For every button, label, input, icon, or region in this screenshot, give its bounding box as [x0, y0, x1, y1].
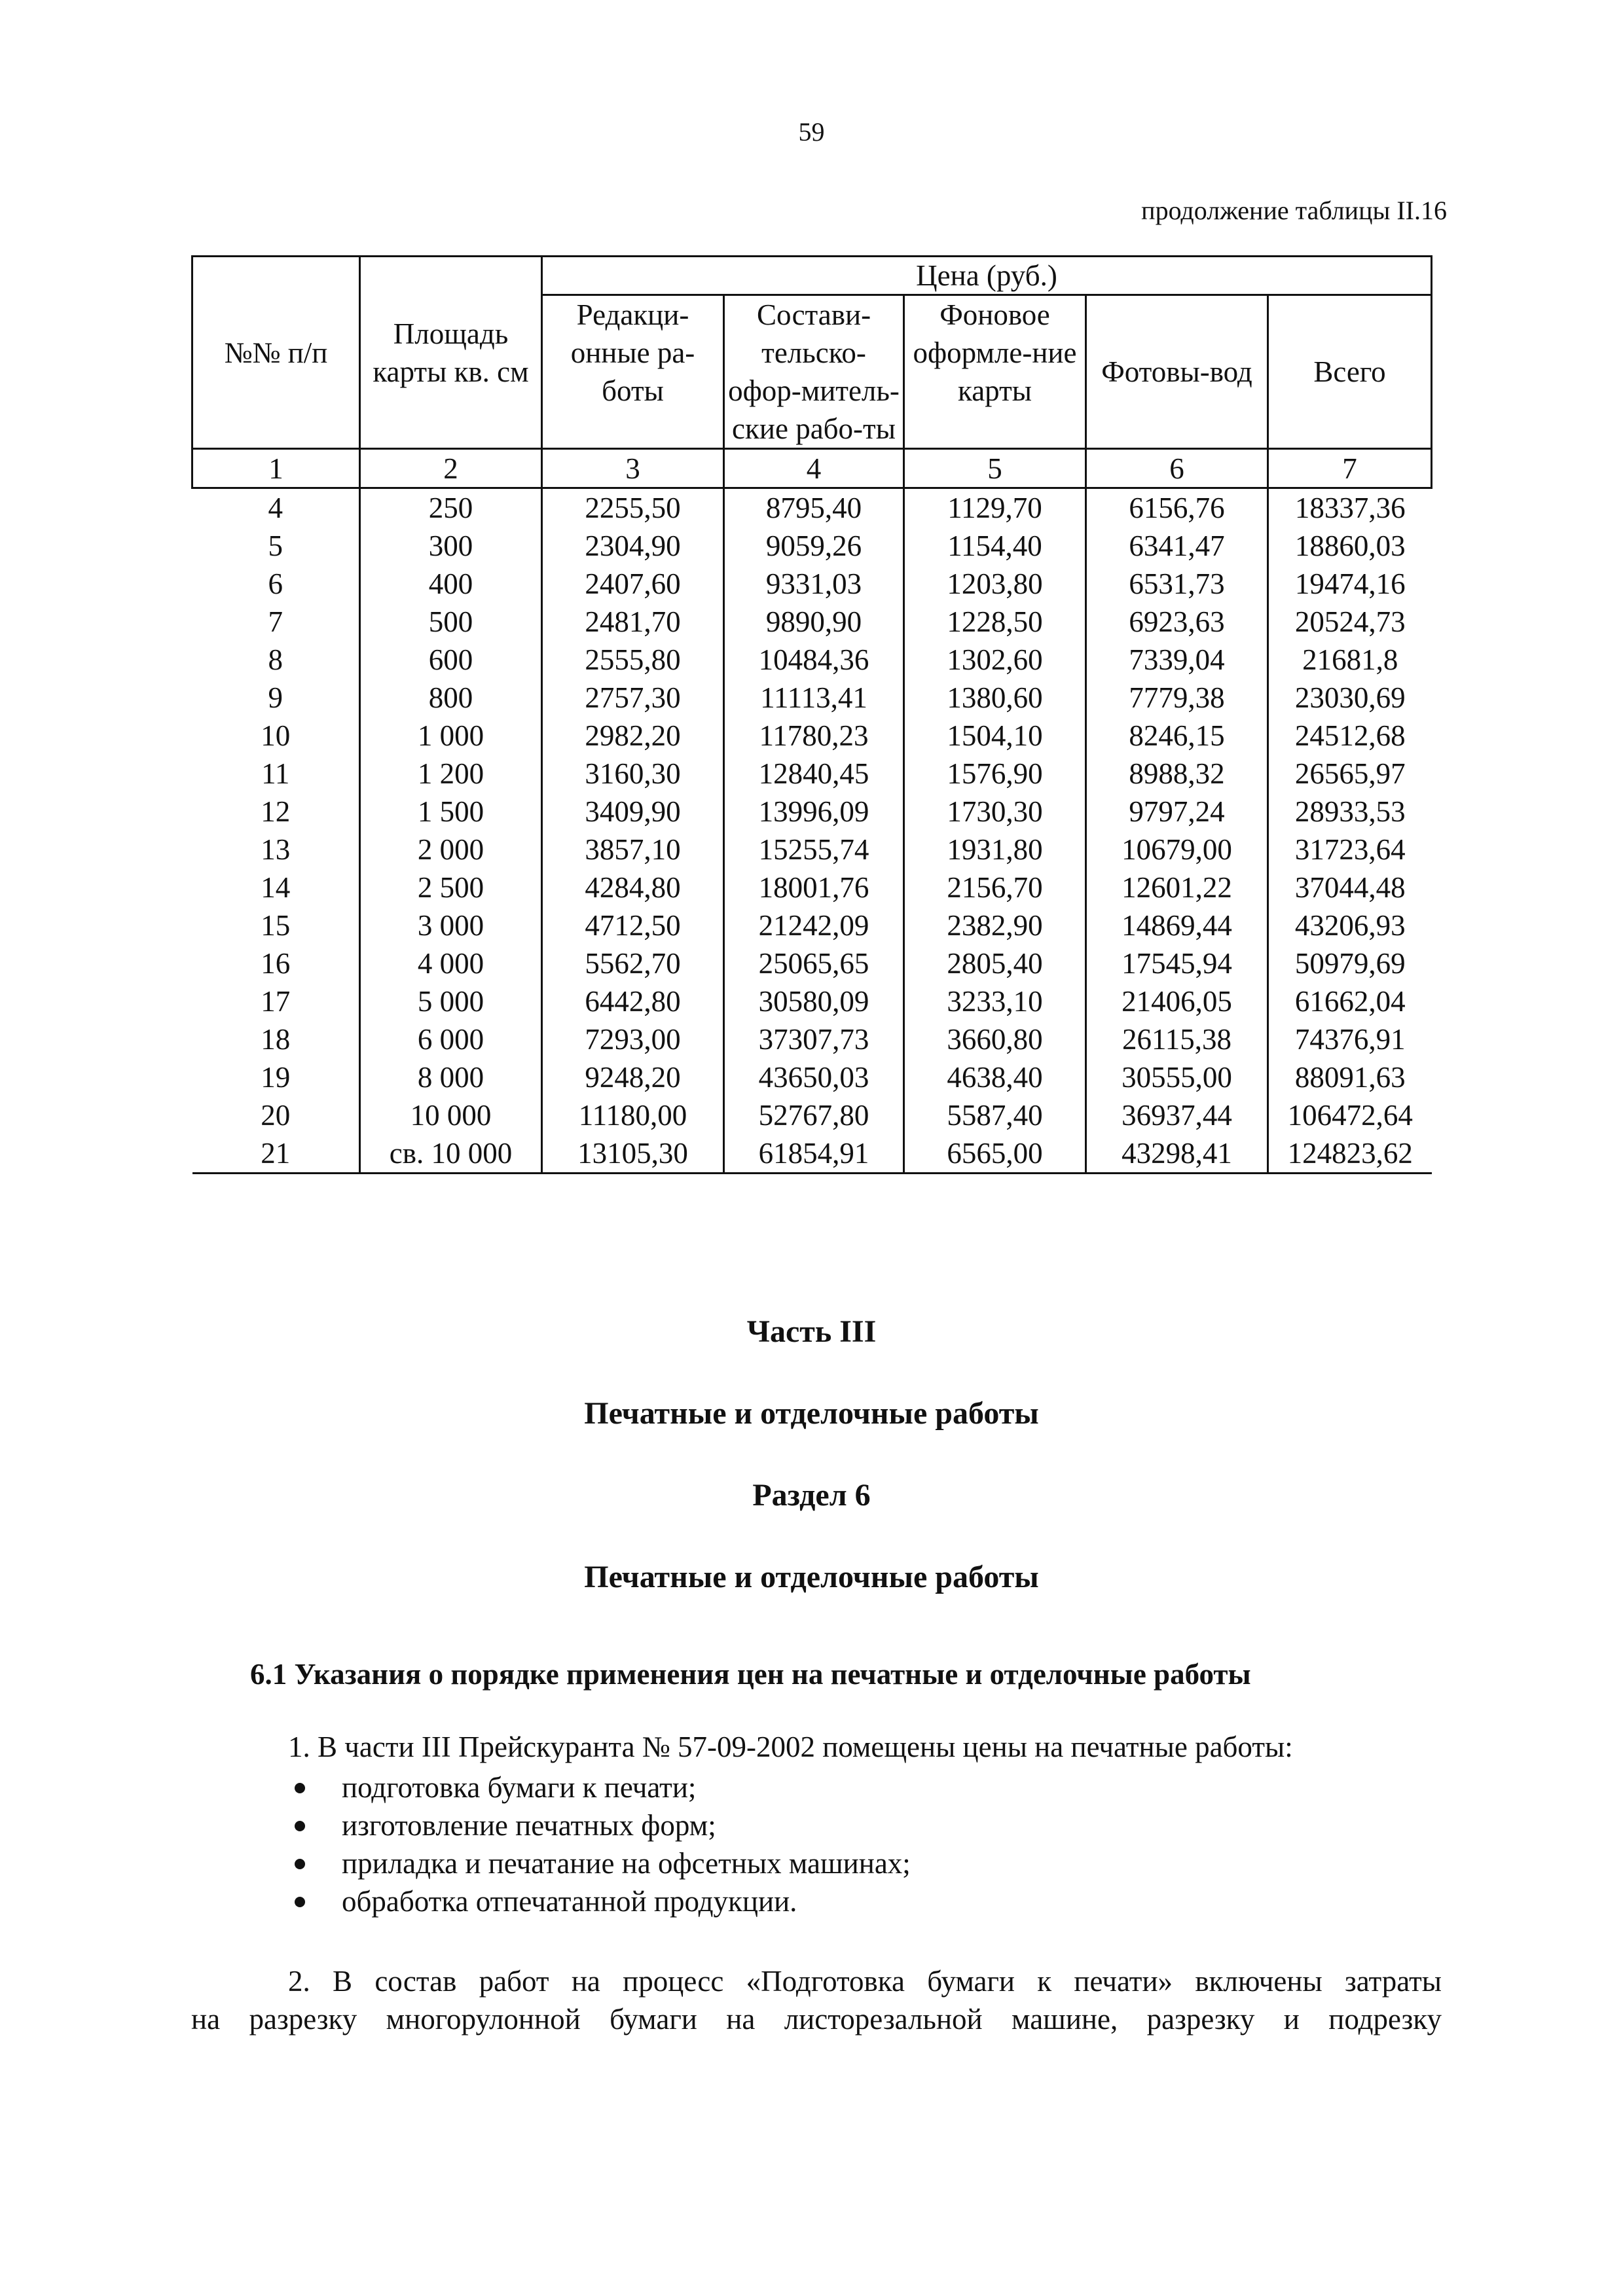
table-cell: 1 500: [360, 793, 542, 831]
table-body: [192, 488, 1432, 1174]
table-cell: 8988,32: [1086, 755, 1268, 793]
table-cell: 88091,63: [1268, 1058, 1432, 1096]
table-cell: 10 000: [360, 1096, 542, 1134]
table-cell: 600: [360, 641, 542, 679]
table-cell: 19474,16: [1268, 565, 1432, 603]
table-cell: 11180,00: [542, 1096, 724, 1134]
table-cell: 124823,62: [1268, 1134, 1432, 1174]
table-cell: 2 500: [360, 869, 542, 906]
table-row: [192, 641, 1432, 679]
table-cell: 15255,74: [724, 831, 904, 869]
table-cell: 12: [192, 793, 360, 831]
table-cell: 800: [360, 679, 542, 717]
table-cell: 4 000: [360, 944, 542, 982]
table-row: [192, 1096, 1432, 1134]
header-price-group: Цена (руб.): [542, 257, 1432, 295]
table-cell: 43650,03: [724, 1058, 904, 1096]
paragraph-2-line-2: на разрезку многорулонной бумаги на листорезальной машине, разрезку и подрезку: [191, 2003, 1442, 2036]
table-cell: 8 000: [360, 1058, 542, 1096]
table-cell: 3160,30: [542, 755, 724, 793]
header-num: №№ п/п: [192, 257, 360, 449]
table-cell: 52767,80: [724, 1096, 904, 1134]
page-number: 59: [798, 117, 825, 147]
table-cell: 6341,47: [1086, 527, 1268, 565]
table-cell: 7293,00: [542, 1020, 724, 1058]
subsection-heading: 6.1 Указания о порядке применения цен на печатные и отделочные работы: [250, 1658, 1251, 1691]
table-cell: 20: [192, 1096, 360, 1134]
table-cell: 17545,94: [1086, 944, 1268, 982]
table-cell: 21406,05: [1086, 982, 1268, 1020]
table-cell: 14869,44: [1086, 906, 1268, 944]
table-cell: 5562,70: [542, 944, 724, 982]
table-cell: 18860,03: [1268, 527, 1432, 565]
table-cell: 24512,68: [1268, 717, 1432, 755]
table-cell: 9: [192, 679, 360, 717]
table-cell: 9248,20: [542, 1058, 724, 1096]
table-cell: 2382,90: [904, 906, 1086, 944]
table-row: [192, 869, 1432, 906]
part-heading: Часть III: [746, 1314, 877, 1349]
header-total: Всего: [1268, 295, 1432, 449]
header-photo: Фотовы-вод: [1086, 295, 1268, 449]
bullet-text: обработка отпечатанной продукции.: [342, 1885, 797, 1918]
table-row: [192, 679, 1432, 717]
price-table: [191, 255, 1432, 1174]
table-cell: 23030,69: [1268, 679, 1432, 717]
table-cell: 14: [192, 869, 360, 906]
bullet-text: приладка и печатание на офсетных машинах;: [342, 1847, 911, 1880]
table-cell: 43298,41: [1086, 1134, 1268, 1174]
column-number: 3: [542, 449, 724, 488]
table-row: [192, 1020, 1432, 1058]
bullet-dot-icon: [295, 1859, 305, 1869]
table-cell: 3409,90: [542, 793, 724, 831]
table-cell: 12840,45: [724, 755, 904, 793]
table-cell: 9890,90: [724, 603, 904, 641]
table-cell: 9331,03: [724, 565, 904, 603]
table-row: [192, 488, 1432, 528]
table-row: [192, 755, 1432, 793]
table-row: [192, 793, 1432, 831]
table-cell: 7339,04: [1086, 641, 1268, 679]
table-cell: 1380,60: [904, 679, 1086, 717]
table-cell: 26565,97: [1268, 755, 1432, 793]
table-cell: 31723,64: [1268, 831, 1432, 869]
column-number: 5: [904, 449, 1086, 488]
paragraph-2-line-1: 2. В состав работ на процесс «Подготовка бумаги к печати» включены затраты: [288, 1965, 1442, 1998]
table-cell: 30580,09: [724, 982, 904, 1020]
table-cell: 6: [192, 565, 360, 603]
table-cell: 6565,00: [904, 1134, 1086, 1174]
table-cell: 11: [192, 755, 360, 793]
table-cell: 8795,40: [724, 488, 904, 528]
table-cell: 250: [360, 488, 542, 528]
table-caption: продолжение таблицы II.16: [1141, 196, 1447, 225]
column-number-row: [192, 449, 1432, 488]
table-cell: 300: [360, 527, 542, 565]
header-editorial: Редакци-онные ра-боты: [542, 295, 724, 449]
column-number: 1: [192, 449, 360, 488]
table-cell: 1931,80: [904, 831, 1086, 869]
table-cell: 20524,73: [1268, 603, 1432, 641]
table-cell: 6156,76: [1086, 488, 1268, 528]
table-cell: 2 000: [360, 831, 542, 869]
column-number: 2: [360, 449, 542, 488]
table-cell: 1 000: [360, 717, 542, 755]
table-cell: 5: [192, 527, 360, 565]
header-area: Площадь карты кв. см: [360, 257, 542, 449]
table-cell: 1203,80: [904, 565, 1086, 603]
column-number: 4: [724, 449, 904, 488]
table-cell: 6531,73: [1086, 565, 1268, 603]
table-cell: 28933,53: [1268, 793, 1432, 831]
table-cell: 9059,26: [724, 527, 904, 565]
table-cell: 25065,65: [724, 944, 904, 982]
table-cell: 5587,40: [904, 1096, 1086, 1134]
bullet-item: [288, 1806, 911, 1844]
table-cell: 17: [192, 982, 360, 1020]
bullet-dot-icon: [295, 1783, 305, 1793]
table-cell: 18: [192, 1020, 360, 1058]
table-row: [192, 906, 1432, 944]
table-cell: св. 10 000: [360, 1134, 542, 1174]
table-cell: 37044,48: [1268, 869, 1432, 906]
table-cell: 1129,70: [904, 488, 1086, 528]
table-cell: 8: [192, 641, 360, 679]
table-cell: 7779,38: [1086, 679, 1268, 717]
bullet-item: [288, 1768, 911, 1806]
table-cell: 10679,00: [1086, 831, 1268, 869]
paragraph-1: 1. В части III Прейскуранта № 57-09-2002 помещены цены на печатные работы:: [288, 1731, 1293, 1763]
table-cell: 13: [192, 831, 360, 869]
table-cell: 18001,76: [724, 869, 904, 906]
table-row: [192, 831, 1432, 869]
table-cell: 6 000: [360, 1020, 542, 1058]
table-cell: 13996,09: [724, 793, 904, 831]
table-cell: 7: [192, 603, 360, 641]
table-cell: 74376,91: [1268, 1020, 1432, 1058]
table-cell: 10: [192, 717, 360, 755]
table-cell: 37307,73: [724, 1020, 904, 1058]
table-cell: 15: [192, 906, 360, 944]
table-cell: 18337,36: [1268, 488, 1432, 528]
header-compilation: Состави-тельско-офор-митель-ские рабо-ты: [724, 295, 904, 449]
section-title: Печатные и отделочные работы: [584, 1560, 1039, 1594]
table-cell: 1302,60: [904, 641, 1086, 679]
bullet-text: изготовление печатных форм;: [342, 1809, 716, 1842]
table-cell: 2481,70: [542, 603, 724, 641]
table-cell: 500: [360, 603, 542, 641]
table-cell: 43206,93: [1268, 906, 1432, 944]
table-row: [192, 982, 1432, 1020]
table-cell: 3660,80: [904, 1020, 1086, 1058]
table-row: [192, 944, 1432, 982]
table-cell: 3233,10: [904, 982, 1086, 1020]
column-number: 6: [1086, 449, 1268, 488]
table-cell: 400: [360, 565, 542, 603]
table-cell: 2255,50: [542, 488, 724, 528]
table-cell: 26115,38: [1086, 1020, 1268, 1058]
table-cell: 16: [192, 944, 360, 982]
bullet-item: [288, 1882, 911, 1920]
part-title: Печатные и отделочные работы: [584, 1396, 1039, 1431]
table-row: [192, 603, 1432, 641]
table-cell: 36937,44: [1086, 1096, 1268, 1134]
table-cell: 30555,00: [1086, 1058, 1268, 1096]
table-cell: 13105,30: [542, 1134, 724, 1174]
table-cell: 3 000: [360, 906, 542, 944]
table-cell: 11780,23: [724, 717, 904, 755]
table-cell: 2805,40: [904, 944, 1086, 982]
table-cell: 106472,64: [1268, 1096, 1432, 1134]
table-row: [192, 565, 1432, 603]
bullet-item: [288, 1844, 911, 1882]
table-cell: 4712,50: [542, 906, 724, 944]
table-cell: 1730,30: [904, 793, 1086, 831]
table-cell: 2407,60: [542, 565, 724, 603]
table-cell: 21681,8: [1268, 641, 1432, 679]
table-cell: 2757,30: [542, 679, 724, 717]
table-cell: 2304,90: [542, 527, 724, 565]
table-row: [192, 717, 1432, 755]
table-cell: 2982,20: [542, 717, 724, 755]
table-cell: 3857,10: [542, 831, 724, 869]
bullet-list: [288, 1768, 911, 1920]
table-cell: 5 000: [360, 982, 542, 1020]
table-cell: 1154,40: [904, 527, 1086, 565]
table-cell: 1228,50: [904, 603, 1086, 641]
table-cell: 4: [192, 488, 360, 528]
table-cell: 1576,90: [904, 755, 1086, 793]
bullet-text: подготовка бумаги к печати;: [342, 1771, 697, 1804]
table-cell: 21: [192, 1134, 360, 1174]
table-cell: 9797,24: [1086, 793, 1268, 831]
table-row: [192, 1058, 1432, 1096]
table-cell: 8246,15: [1086, 717, 1268, 755]
table-cell: 61854,91: [724, 1134, 904, 1174]
column-number: 7: [1268, 449, 1432, 488]
bullet-dot-icon: [295, 1897, 305, 1907]
table-row: [192, 1134, 1432, 1174]
table-cell: 4638,40: [904, 1058, 1086, 1096]
table-cell: 6923,63: [1086, 603, 1268, 641]
table-cell: 50979,69: [1268, 944, 1432, 982]
table-cell: 1 200: [360, 755, 542, 793]
header-background: Фоновое оформле-ние карты: [904, 295, 1086, 449]
table-cell: 19: [192, 1058, 360, 1096]
bullet-dot-icon: [295, 1821, 305, 1831]
table-row: [192, 527, 1432, 565]
table-cell: 61662,04: [1268, 982, 1432, 1020]
table-cell: 11113,41: [724, 679, 904, 717]
table-cell: 12601,22: [1086, 869, 1268, 906]
table-cell: 1504,10: [904, 717, 1086, 755]
table-cell: 6442,80: [542, 982, 724, 1020]
table-cell: 2555,80: [542, 641, 724, 679]
table-cell: 4284,80: [542, 869, 724, 906]
table-cell: 21242,09: [724, 906, 904, 944]
table-cell: 2156,70: [904, 869, 1086, 906]
section-heading: Раздел 6: [752, 1478, 871, 1513]
table-cell: 10484,36: [724, 641, 904, 679]
